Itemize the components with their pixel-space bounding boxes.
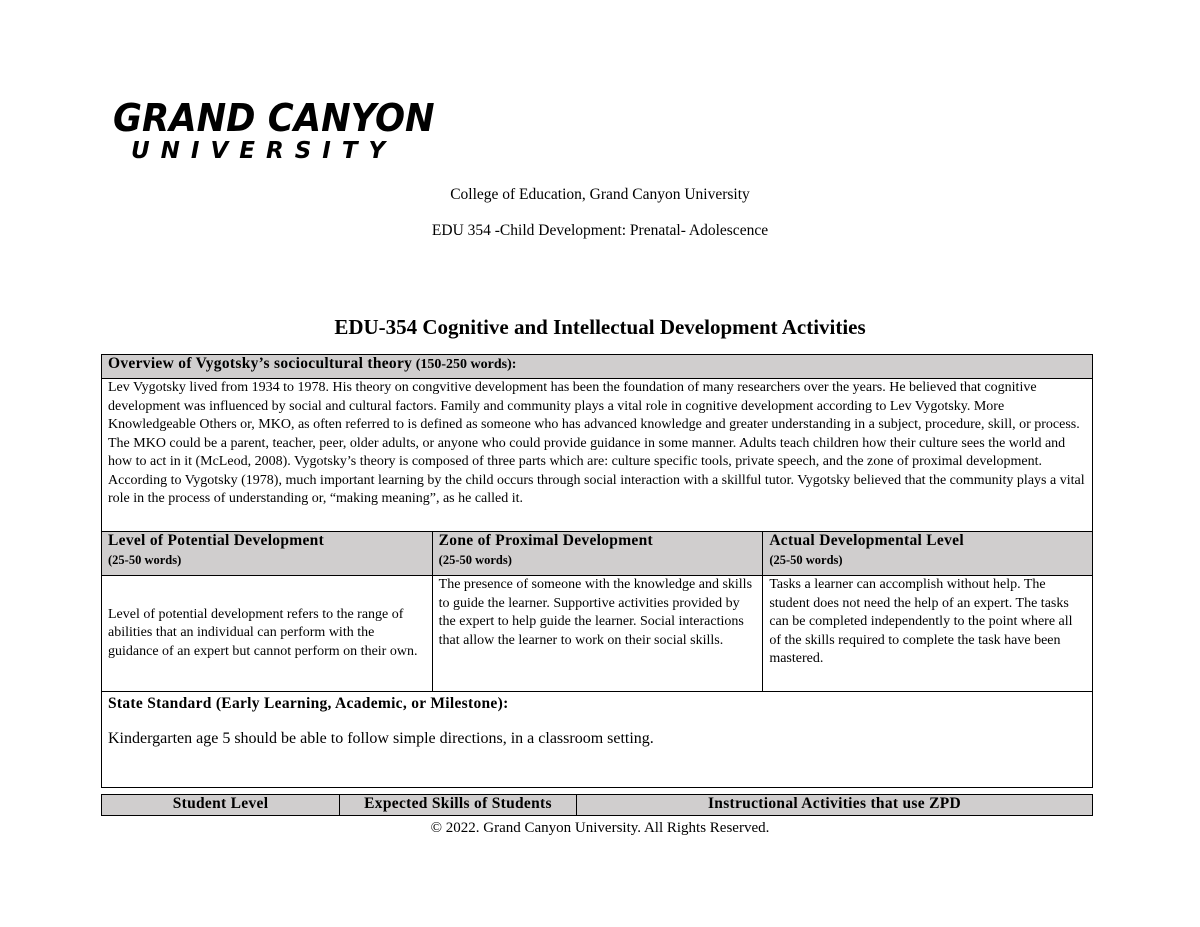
actual-hint: (25-50 words) xyxy=(769,552,843,567)
actual-header xyxy=(763,532,1093,576)
activity-table xyxy=(101,354,1093,788)
copyright-footer: © 2022. Grand Canyon University. All Rights Reserved. xyxy=(430,820,770,836)
instructional-activities-header: Instructional Activities that use ZPD xyxy=(577,795,1093,816)
overview-label: Overview of Vygotsky’s sociocultural theory xyxy=(108,355,413,372)
college-line: College of Education, Grand Canyon University xyxy=(450,186,750,203)
potential-text: Level of potential development refers to the range of abilities that an individual can perform with the guidance of an expert but cannot perform on their own. xyxy=(102,576,433,692)
zpd-header xyxy=(432,532,763,576)
logo-line2: UNIVERSITY xyxy=(131,138,397,164)
overview-header xyxy=(102,355,1093,379)
zpd-activities-table xyxy=(101,794,1093,816)
potential-hint: (25-50 words) xyxy=(108,552,182,567)
state-standard-cell xyxy=(102,692,1093,788)
zpd-label: Zone of Proximal Development xyxy=(438,532,653,549)
actual-label: Actual Developmental Level xyxy=(769,532,964,549)
potential-header xyxy=(102,532,433,576)
logo-line1: GRAND CANYON xyxy=(113,96,435,140)
state-standard-label: State Standard (Early Learning, Academic, or Milestone): xyxy=(108,695,509,712)
document-title: EDU-354 Cognitive and Intellectual Development Activities xyxy=(334,315,866,339)
expected-skills-header: Expected Skills of Students xyxy=(340,795,577,816)
state-standard-text: Kindergarten age 5 should be able to follow simple directions, in a classroom setting. xyxy=(108,729,654,747)
overview-text: Lev Vygotsky lived from 1934 to 1978. His theory on congvitive development has been the foundation of many researchers over the years. He believed that cognitive development was influenced by social and cultural factors. Family and community plays a vital role in cognitive development according to Lev Vygotsky. More Knowledgeable Others or, MKO, as often referred to is defined as someone who has advanced knowledge and greater understanding in a subject, procedure, skill, or process. The MKO could be a parent, teacher, peer, older adults, or anyone who could provide guidance in some manner. Adults teach children how their culture sees the world and how to act in it (McLeod, 2008). Vygotsky’s theory is composed of three parts which are: culture specific tools, private speech, and the zone of proximal development. According to Vygotsky (1978), much important learning by the child occurs through social interaction with a skillful tutor. Vygotsky believed that the community plays a vital role in the process of understanding or, “making meaning”, as he called it. xyxy=(102,379,1093,532)
zpd-hint: (25-50 words) xyxy=(438,552,512,567)
overview-hint: (150-250 words): xyxy=(415,357,517,372)
potential-label: Level of Potential Development xyxy=(108,532,325,549)
student-level-header: Student Level xyxy=(102,795,340,816)
zpd-text: The presence of someone with the knowledge and skills to guide the learner. Supportive activities provided by the expert to help guide the learner. Social interactions that allow the learner to work on their social skills. xyxy=(432,576,763,692)
course-line: EDU 354 -Child Development: Prenatal- Adolescence xyxy=(431,222,769,239)
actual-text: Tasks a learner can accomplish without help. The student does not need the help of an expert. The tasks can be completed independently to the point where all of the skills required to complete the task have been mastered. xyxy=(763,576,1093,692)
gcu-logo xyxy=(113,98,459,164)
